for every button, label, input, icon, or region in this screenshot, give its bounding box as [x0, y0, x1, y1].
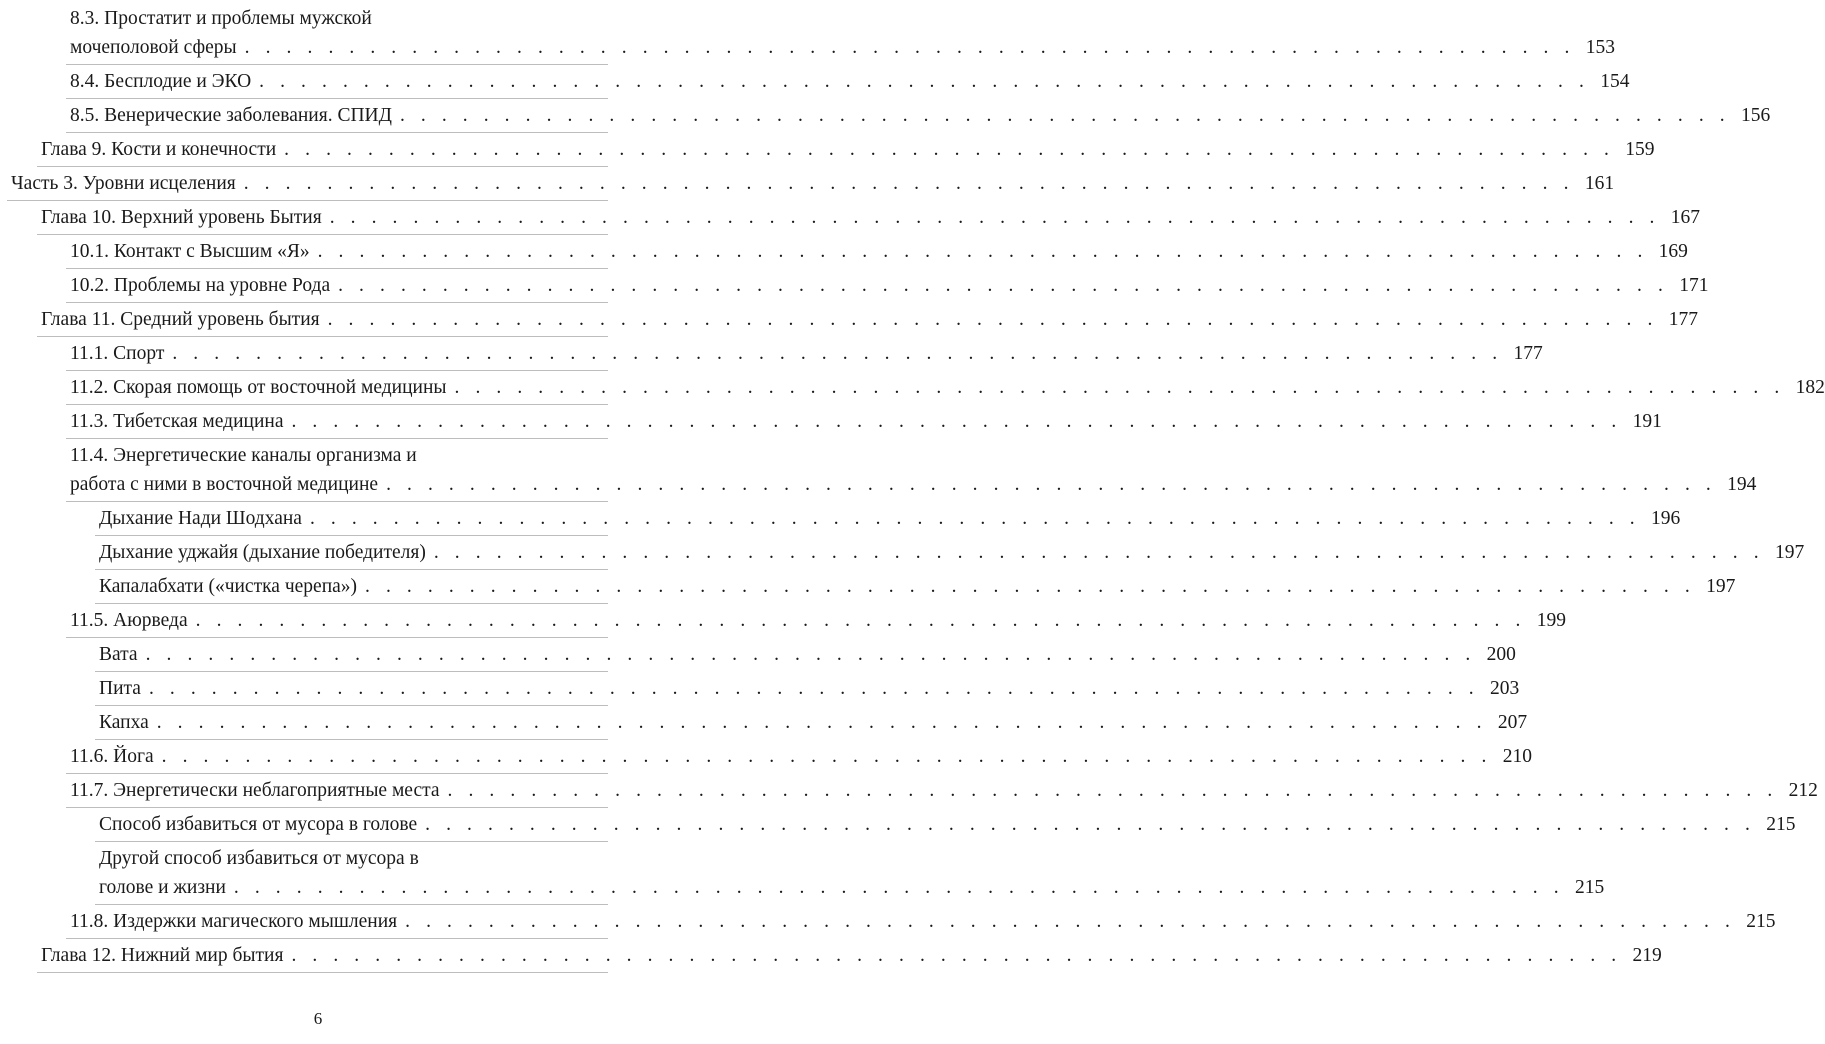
toc-entry-title: Часть 3. Уровни исцеления	[11, 173, 236, 194]
toc-entry-title: Капха	[99, 712, 149, 733]
dot-leader: . . . . . . . . . . . . . . . . . . . . . . . . . . . . . . . . . . . . . . . . . . . . . . . . . . . . . . . . . . . . . . . .	[233, 877, 1565, 898]
toc-entry[interactable]	[70, 101, 1771, 130]
toc-entry[interactable]	[41, 305, 1698, 334]
toc-entry[interactable]	[99, 572, 1736, 601]
toc-entry-page-number: 197	[1706, 576, 1736, 597]
toc-entry-line	[70, 373, 1825, 402]
toc-entry-title-line: Другой способ избавиться от мусора в	[99, 848, 419, 869]
toc-entry[interactable]	[99, 708, 1528, 737]
toc-entry-title: Вата	[99, 644, 138, 665]
entry-divider	[95, 671, 608, 672]
toc-entry[interactable]	[70, 373, 1825, 402]
toc-entry-title-line: 8.3. Простатит и проблемы мужской	[70, 8, 372, 29]
toc-entry-title: голове и жизни	[99, 877, 226, 898]
dot-leader: . . . . . . . . . . . . . . . . . . . . . . . . . . . . . . . . . . . . . . . . . . . . . . . . . . . . . . . . . . . . . . . .	[317, 241, 1648, 262]
toc-entry-line	[70, 67, 1630, 96]
toc-entry[interactable]	[11, 169, 1615, 198]
toc-entry-title: 11.1. Спорт	[70, 343, 165, 364]
dot-leader: . . . . . . . . . . . . . . . . . . . . . . . . . . . . . . . . . . . . . . . . . . . . . . . . . . . . . . . . . . . . . . . .	[284, 139, 1615, 160]
toc-entry[interactable]	[70, 907, 1776, 936]
toc-entry-line	[41, 305, 1698, 334]
toc-entry[interactable]	[70, 441, 1757, 499]
toc-entry-title-line: 11.4. Энергетические каналы организма и	[70, 445, 417, 466]
toc-entry[interactable]	[70, 237, 1688, 266]
dot-leader: . . . . . . . . . . . . . . . . . . . . . . . . . . . . . . . . . . . . . . . . . . . . . . . . . . . . . . . . . . . . . . . .	[243, 173, 1575, 194]
toc-entry-line	[41, 941, 1662, 970]
entry-divider	[66, 268, 608, 269]
toc-entry[interactable]	[70, 776, 1818, 805]
dot-leader: . . . . . . . . . . . . . . . . . . . . . . . . . . . . . . . . . . . . . . . . . . . . . . . . . . . . . . . . . . . . . . . .	[365, 576, 1696, 597]
toc-entry-title: Пита	[99, 678, 141, 699]
toc-entry-title: работа с ними в восточной медицине	[70, 474, 379, 495]
dot-leader: . . . . . . . . . . . . . . . . . . . . . . . . . . . . . . . . . . . . . . . . . . . . . . . . . . . . . . . . . . . . . . . .	[425, 814, 1756, 835]
toc-entry-page-number: 203	[1490, 678, 1520, 699]
toc-entry-line	[70, 237, 1688, 266]
toc-entry-page-number: 199	[1536, 610, 1566, 631]
toc-entry-title: Способ избавиться от мусора в голове	[99, 814, 418, 835]
toc-entry-page-number: 154	[1600, 71, 1630, 92]
toc-entry-title: Капалабхати («чистка черепа»)	[99, 576, 358, 597]
dot-leader: . . . . . . . . . . . . . . . . . . . . . . . . . . . . . . . . . . . . . . . . . . . . . . . . . . . . . . . . . . . . . . . .	[338, 275, 1669, 296]
entry-divider	[37, 166, 608, 167]
toc-entry-page-number: 161	[1584, 173, 1615, 194]
toc-entry[interactable]	[99, 844, 1605, 902]
toc-entry-page-number: 159	[1625, 139, 1655, 160]
toc-entry-line	[99, 504, 1681, 533]
toc-entry[interactable]	[70, 742, 1532, 771]
entry-divider	[66, 501, 608, 502]
entry-divider	[95, 739, 608, 740]
entry-divider	[66, 404, 608, 405]
toc-entry[interactable]	[99, 504, 1681, 533]
toc-entry-line	[70, 907, 1776, 936]
toc-entry-line	[70, 339, 1543, 368]
entry-divider	[66, 132, 608, 133]
toc-entry[interactable]	[41, 135, 1655, 164]
toc-entry-line	[99, 708, 1528, 737]
toc-entry-line	[70, 33, 1615, 62]
dot-leader: . . . . . . . . . . . . . . . . . . . . . . . . . . . . . . . . . . . . . . . . . . . . . . . . . . . . . . . . . . . . . . . .	[405, 911, 1736, 932]
toc-entry-line	[70, 776, 1818, 805]
page-number: 6	[313, 1009, 323, 1028]
toc-entry-line	[70, 271, 1709, 300]
toc-entry-page-number: 177	[1668, 309, 1698, 330]
toc-entry[interactable]	[99, 538, 1805, 567]
entry-divider	[66, 370, 608, 371]
toc-entry[interactable]	[70, 67, 1630, 96]
toc-entry-title: 11.8. Издержки магического мышления	[70, 911, 398, 932]
entry-divider	[37, 972, 608, 973]
dot-leader: . . . . . . . . . . . . . . . . . . . . . . . . . . . . . . . . . . . . . . . . . . . . . . . . . . . . . . . . . . . . . . . .	[447, 780, 1778, 801]
toc-entry-line	[70, 742, 1532, 771]
toc-entry-title: 8.4. Бесплодие и ЭКО	[70, 71, 252, 92]
dot-leader: . . . . . . . . . . . . . . . . . . . . . . . . . . . . . . . . . . . . . . . . . . . . . . . . . . . . . . . . . . . . . . . .	[309, 508, 1641, 529]
toc-entry-page-number: 215	[1766, 814, 1796, 835]
toc-entry-line	[70, 606, 1566, 635]
dot-leader: . . . . . . . . . . . . . . . . . . . . . . . . . . . . . . . . . . . . . . . . . . . . . . . . . . . . . . . . . . . . . . . .	[161, 746, 1492, 767]
dot-leader: . . . . . . . . . . . . . . . . . . . . . . . . . . . . . . . . . . . . . . . . . . . . . . . . . . . . . . . . . . . . . . . .	[259, 71, 1590, 92]
toc-entry-line	[99, 572, 1736, 601]
toc-entry-line	[99, 810, 1796, 839]
entry-divider	[7, 200, 608, 201]
entry-divider	[66, 807, 608, 808]
toc-entry-line	[99, 538, 1805, 567]
toc-entry-title: 11.5. Аюрведа	[70, 610, 188, 631]
toc-entry-page-number: 197	[1774, 542, 1805, 563]
dot-leader: . . . . . . . . . . . . . . . . . . . . . . . . . . . . . . . . . . . . . . . . . . . . . . . . . . . . . . . . . . . . . . . .	[148, 678, 1480, 699]
toc-entry-page-number: 191	[1632, 411, 1662, 432]
toc-entry-page-number: 215	[1746, 911, 1776, 932]
dot-leader: . . . . . . . . . . . . . . . . . . . . . . . . . . . . . . . . . . . . . . . . . . . . . . . . . . . . . . . . . . . . . . . .	[454, 377, 1785, 398]
dot-leader: . . . . . . . . . . . . . . . . . . . . . . . . . . . . . . . . . . . . . . . . . . . . . . . . . . . . . . . . . . . . . . . .	[433, 542, 1765, 563]
dot-leader: . . . . . . . . . . . . . . . . . . . . . . . . . . . . . . . . . . . . . . . . . . . . . . . . . . . . . . . . . . . . . . . .	[386, 474, 1717, 495]
toc-entry[interactable]	[41, 941, 1662, 970]
toc-entry-title: Дыхание Нади Шодхана	[99, 508, 302, 529]
toc-entry-line	[70, 101, 1771, 130]
toc-entry-title: 8.5. Венерические заболевания. СПИД	[70, 105, 392, 126]
toc-entry-title: Глава 9. Кости и конечности	[41, 139, 277, 160]
toc-entry-line	[99, 640, 1516, 669]
entry-divider	[95, 603, 608, 604]
entry-divider	[66, 64, 608, 65]
dot-leader: . . . . . . . . . . . . . . . . . . . . . . . . . . . . . . . . . . . . . . . . . . . . . . . . . . . . . . . . . . . . . . . .	[329, 207, 1661, 228]
toc-entry[interactable]	[41, 203, 1701, 232]
toc-entry-title: 11.2. Скорая помощь от восточной медицины	[70, 377, 447, 398]
toc-entry-title: Глава 12. Нижний мир бытия	[41, 945, 284, 966]
toc-entry-page-number: 169	[1658, 241, 1688, 262]
toc-entry-page-number: 153	[1585, 37, 1615, 58]
toc-entry[interactable]	[70, 4, 1615, 62]
dot-leader: . . . . . . . . . . . . . . . . . . . . . . . . . . . . . . . . . . . . . . . . . . . . . . . . . . . . . . . . . . . . . . . .	[156, 712, 1488, 733]
toc-entry-line	[41, 135, 1655, 164]
toc-entry-page-number: 177	[1513, 343, 1543, 364]
toc-entry-title: 10.1. Контакт с Высшим «Я»	[70, 241, 310, 262]
dot-leader: . . . . . . . . . . . . . . . . . . . . . . . . . . . . . . . . . . . . . . . . . . . . . . . . . . . . . . . . . . . . . . . .	[195, 610, 1526, 631]
dot-leader: . . . . . . . . . . . . . . . . . . . . . . . . . . . . . . . . . . . . . . . . . . . . . . . . . . . . . . . . . . . . . . . .	[399, 105, 1731, 126]
toc-entry[interactable]	[70, 606, 1566, 635]
dot-leader: . . . . . . . . . . . . . . . . . . . . . . . . . . . . . . . . . . . . . . . . . . . . . . . . . . . . . . . . . . . . . . . .	[291, 945, 1622, 966]
toc-entry-page-number: 194	[1727, 474, 1757, 495]
toc-entry-title: 10.2. Проблемы на уровне Рода	[70, 275, 331, 296]
toc-entry-line	[99, 674, 1520, 703]
toc-entry-page-number: 171	[1679, 275, 1709, 296]
toc-entry-title: 11.3. Тибетская медицина	[70, 411, 284, 432]
entry-divider	[66, 302, 608, 303]
toc-entry-line	[11, 169, 1615, 198]
dot-leader: . . . . . . . . . . . . . . . . . . . . . . . . . . . . . . . . . . . . . . . . . . . . . . . . . . . . . . . . . . . . . . . .	[244, 37, 1575, 58]
toc-entry-page-number: 212	[1788, 780, 1818, 801]
toc-entry[interactable]	[99, 674, 1520, 703]
toc-entry[interactable]	[70, 407, 1662, 436]
dot-leader: . . . . . . . . . . . . . . . . . . . . . . . . . . . . . . . . . . . . . . . . . . . . . . . . . . . . . . . . . . . . . . . .	[172, 343, 1503, 364]
entry-divider	[95, 705, 608, 706]
toc-entry-title: Глава 11. Средний уровень бытия	[41, 309, 320, 330]
toc-entry-line	[99, 873, 1605, 902]
entry-divider	[66, 438, 608, 439]
toc-entry[interactable]	[99, 640, 1516, 669]
toc-entry-page-number: 207	[1497, 712, 1528, 733]
entry-divider	[66, 98, 608, 99]
toc-entry-title: Дыхание уджайя (дыхание победителя)	[99, 542, 426, 563]
toc-entry-page-number: 167	[1670, 207, 1701, 228]
toc-entry[interactable]	[99, 810, 1796, 839]
entry-divider	[66, 773, 608, 774]
entry-divider	[37, 336, 608, 337]
toc-entry-title: 11.7. Энергетически неблагоприятные места	[70, 780, 440, 801]
toc-entry-page-number: 215	[1574, 877, 1605, 898]
toc-entry-title: 11.6. Йога	[70, 746, 154, 767]
dot-leader: . . . . . . . . . . . . . . . . . . . . . . . . . . . . . . . . . . . . . . . . . . . . . . . . . . . . . . . . . . . . . . . .	[291, 411, 1622, 432]
toc-entry-page-number: 210	[1502, 746, 1532, 767]
entry-divider	[95, 569, 608, 570]
entry-divider	[37, 234, 608, 235]
toc-entry-line	[70, 407, 1662, 436]
toc-entry-line	[70, 470, 1757, 499]
toc-entry-line	[41, 203, 1701, 232]
entry-divider	[66, 637, 608, 638]
toc-entry-title: Глава 10. Верхний уровень Бытия	[41, 207, 322, 228]
toc-entry-title: мочеполовой сферы	[70, 37, 237, 58]
toc-entry[interactable]	[70, 271, 1709, 300]
toc-entry[interactable]	[70, 339, 1543, 368]
toc-entry-page-number: 196	[1651, 508, 1681, 529]
dot-leader: . . . . . . . . . . . . . . . . . . . . . . . . . . . . . . . . . . . . . . . . . . . . . . . . . . . . . . . . . . . . . . . .	[327, 309, 1658, 330]
entry-divider	[66, 938, 608, 939]
toc-entry-page-number: 156	[1741, 105, 1771, 126]
toc-entry-page-number: 182	[1795, 377, 1825, 398]
toc-entry-page-number: 200	[1486, 644, 1516, 665]
entry-divider	[95, 904, 608, 905]
dot-leader: . . . . . . . . . . . . . . . . . . . . . . . . . . . . . . . . . . . . . . . . . . . . . . . . . . . . . . . . . . . . . . . .	[145, 644, 1476, 665]
entry-divider	[95, 841, 608, 842]
entry-divider	[95, 535, 608, 536]
toc-entry-page-number: 219	[1632, 945, 1662, 966]
